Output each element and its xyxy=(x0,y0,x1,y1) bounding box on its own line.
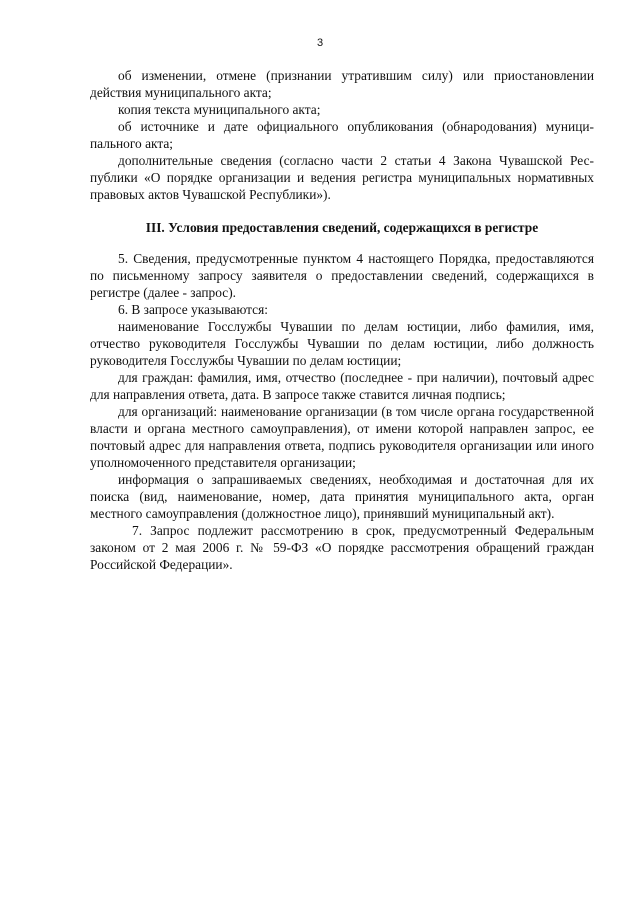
document-body xyxy=(90,67,594,573)
section-heading: III. Условия предоставления сведений, содержащихся в регистре xyxy=(145,220,539,235)
paragraph-additional-info: дополнительные сведения (согласно части 2 статьи 4 Закона Чувашской Республики «О порядке организации и ведения регистра муниципальных нормативных правовых актов Чувашской Республики»). xyxy=(90,153,594,202)
paragraph-amendment-info: об изменении, отмене (признании утратившим силу) или приостановлении действия муниципального акта; xyxy=(90,68,594,100)
page-number: 3 xyxy=(316,37,324,49)
paragraph-requested-info: информация о запрашиваемых сведениях, необходимая и достаточная для их поиска (вид, наименование, номер, дата принятия муниципального акта, орган местного самоуправления (должностное лицо), принявший муниципальный акт). xyxy=(90,472,594,521)
paragraph-item-7: 7. Запрос подлежит рассмотрению в срок, предусмотренный Федеральным законом от 2 мая 2006 г. № 59-ФЗ «О порядке рассмотрения обращений граждан Российской Федерации». xyxy=(90,523,594,572)
paragraph-item-5: 5. Сведения, предусмотренные пунктом 4 настоящего Порядка, предоставляются по письменному запросу заявителя о предоставлении сведений, содержащихся в регистре (далее - запрос). xyxy=(90,251,594,300)
paragraph-item-6: 6. В запросе указываются: xyxy=(118,302,268,317)
paragraph-publication-source: об источнике и дате официального опубликования (обнародования) муниципального акта; xyxy=(90,119,594,151)
paragraph-act-text-copy: копия текста муниципального акта; xyxy=(118,102,321,117)
paragraph-agency-name: наименование Госслужбы Чувашии по делам юстиции, либо фамилия, имя, отчество руководителя Госслужбы Чувашии по делам юстиции, либо должность руководителя Госслужбы Чувашии по делам юстиции; xyxy=(90,319,594,368)
paragraph-citizens: для граждан: фамилия, имя, отчество (последнее - при наличии), почтовый адрес для направления ответа, дата. В запросе также ставится личная подпись; xyxy=(90,370,594,402)
paragraph-organizations: для организаций: наименование организации (в том числе органа государственной власти и органа местного самоуправления), от имени которой направлен запрос, ее почтовый адрес для направления ответа, подпись руководителя организации или иного уполномоченного представителя организации; xyxy=(90,404,594,470)
